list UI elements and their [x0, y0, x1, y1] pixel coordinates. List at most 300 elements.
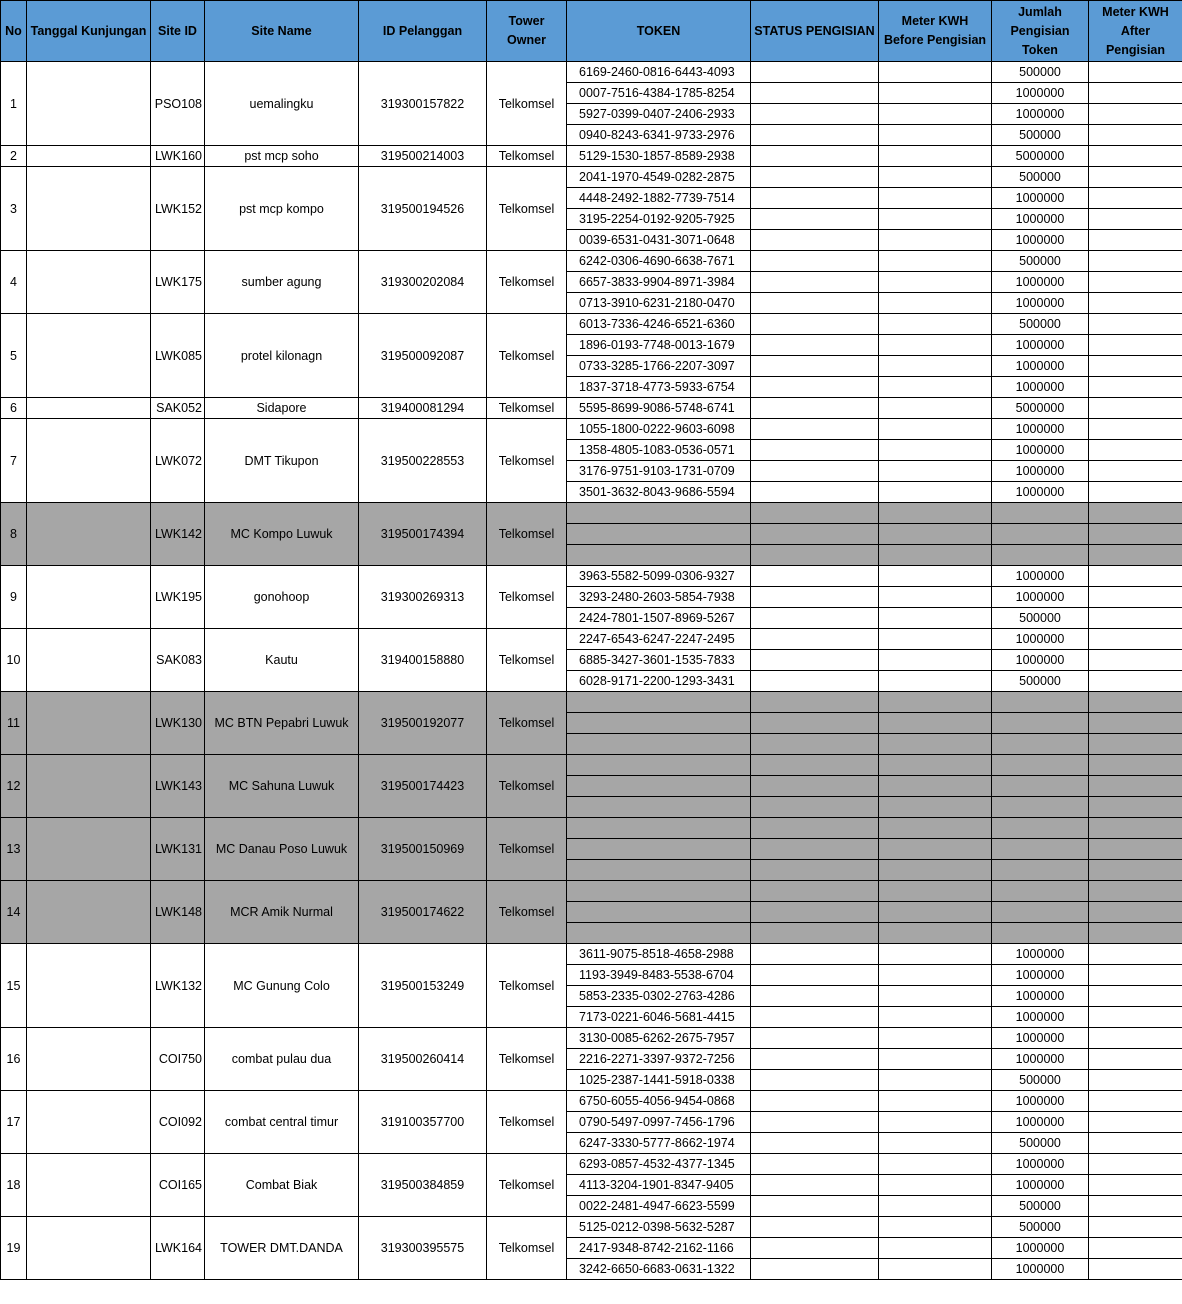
jumlah-pengisian-cell: 500000	[992, 671, 1089, 692]
jumlah-pengisian-cell: 1000000	[992, 650, 1089, 671]
id-pelanggan-cell: 319500174622	[359, 881, 487, 944]
jumlah-pengisian-cell: 500000	[992, 125, 1089, 146]
token-cell: 6247-3330-5777-8662-1974	[567, 1133, 751, 1154]
status-pengisian-cell	[751, 314, 879, 335]
meter-before-cell	[879, 251, 992, 272]
jumlah-pengisian-cell: 1000000	[992, 377, 1089, 398]
meter-after-cell	[1089, 902, 1182, 923]
jumlah-pengisian-cell	[992, 860, 1089, 881]
status-pengisian-cell	[751, 797, 879, 818]
meter-after-cell	[1089, 713, 1182, 734]
meter-after-cell	[1089, 734, 1182, 755]
site-name-cell: TOWER DMT.DANDA	[205, 1217, 359, 1280]
jumlah-pengisian-cell: 1000000	[992, 1112, 1089, 1133]
meter-after-cell	[1089, 251, 1182, 272]
jumlah-pengisian-cell: 1000000	[992, 1259, 1089, 1280]
meter-after-cell	[1089, 1154, 1182, 1175]
meter-after-cell	[1089, 419, 1182, 440]
token-cell: 2041-1970-4549-0282-2875	[567, 167, 751, 188]
table-row	[1, 398, 1182, 419]
site-name-cell: sumber agung	[205, 251, 359, 314]
status-pengisian-cell	[751, 524, 879, 545]
status-pengisian-cell	[751, 272, 879, 293]
tower-owner-cell: Telkomsel	[487, 251, 567, 314]
jumlah-pengisian-cell	[992, 713, 1089, 734]
meter-after-cell	[1089, 818, 1182, 839]
jumlah-pengisian-cell: 500000	[992, 251, 1089, 272]
meter-after-cell	[1089, 356, 1182, 377]
jumlah-pengisian-cell: 1000000	[992, 1049, 1089, 1070]
status-pengisian-cell	[751, 83, 879, 104]
status-pengisian-cell	[751, 1112, 879, 1133]
token-cell	[567, 503, 751, 524]
table-row	[1, 1091, 1182, 1112]
site-id-cell: SAK052	[151, 398, 205, 419]
jumlah-pengisian-cell: 1000000	[992, 482, 1089, 503]
site-name-cell: MC BTN Pepabri Luwuk	[205, 692, 359, 755]
meter-after-cell	[1089, 566, 1182, 587]
jumlah-pengisian-cell: 1000000	[992, 1028, 1089, 1049]
token-cell	[567, 902, 751, 923]
status-pengisian-cell	[751, 692, 879, 713]
id-pelanggan-cell: 319500260414	[359, 1028, 487, 1091]
jumlah-pengisian-cell: 5000000	[992, 146, 1089, 167]
tanggal-kunjungan-cell	[27, 167, 151, 251]
meter-after-cell	[1089, 83, 1182, 104]
meter-before-cell	[879, 1154, 992, 1175]
token-cell: 1896-0193-7748-0013-1679	[567, 335, 751, 356]
id-pelanggan-cell: 319500150969	[359, 818, 487, 881]
status-pengisian-cell	[751, 587, 879, 608]
site-id-cell: LWK152	[151, 167, 205, 251]
jumlah-pengisian-cell	[992, 923, 1089, 944]
site-id-cell: SAK083	[151, 629, 205, 692]
site-id-cell: LWK132	[151, 944, 205, 1028]
tanggal-kunjungan-cell	[27, 1091, 151, 1154]
row-no: 7	[1, 419, 27, 503]
meter-before-cell	[879, 314, 992, 335]
status-pengisian-cell	[751, 860, 879, 881]
meter-before-cell	[879, 1238, 992, 1259]
jumlah-pengisian-cell: 1000000	[992, 629, 1089, 650]
meter-after-cell	[1089, 398, 1182, 419]
tower-owner-cell: Telkomsel	[487, 1217, 567, 1280]
meter-after-cell	[1089, 440, 1182, 461]
meter-before-cell	[879, 1259, 992, 1280]
site-id-cell: LWK131	[151, 818, 205, 881]
meter-after-cell	[1089, 839, 1182, 860]
token-cell: 6293-0857-4532-4377-1345	[567, 1154, 751, 1175]
meter-after-cell	[1089, 965, 1182, 986]
jumlah-pengisian-cell: 1000000	[992, 461, 1089, 482]
site-id-cell: LWK164	[151, 1217, 205, 1280]
token-cell	[567, 860, 751, 881]
meter-before-cell	[879, 503, 992, 524]
token-cell	[567, 755, 751, 776]
meter-before-cell	[879, 755, 992, 776]
token-cell: 0022-2481-4947-6623-5599	[567, 1196, 751, 1217]
status-pengisian-cell	[751, 965, 879, 986]
jumlah-pengisian-cell	[992, 692, 1089, 713]
tanggal-kunjungan-cell	[27, 881, 151, 944]
site-id-cell: LWK195	[151, 566, 205, 629]
header-meter-after: Meter KWH After Pengisian	[1089, 1, 1182, 62]
meter-after-cell	[1089, 209, 1182, 230]
token-cell: 1358-4805-1083-0536-0571	[567, 440, 751, 461]
site-name-cell: MC Sahuna Luwuk	[205, 755, 359, 818]
token-cell	[567, 881, 751, 902]
site-id-cell: LWK148	[151, 881, 205, 944]
id-pelanggan-cell: 319500174423	[359, 755, 487, 818]
header-tanggal-kunjungan: Tanggal Kunjungan	[27, 1, 151, 62]
id-pelanggan-cell: 319500194526	[359, 167, 487, 251]
token-cell: 3293-2480-2603-5854-7938	[567, 587, 751, 608]
site-name-cell: gonohoop	[205, 566, 359, 629]
jumlah-pengisian-cell	[992, 755, 1089, 776]
token-cell: 3501-3632-8043-9686-5594	[567, 482, 751, 503]
header-jumlah-pengisian: Jumlah Pengisian Token	[992, 1, 1089, 62]
status-pengisian-cell	[751, 440, 879, 461]
status-pengisian-cell	[751, 104, 879, 125]
site-name-cell: pst mcp soho	[205, 146, 359, 167]
meter-after-cell	[1089, 1091, 1182, 1112]
row-no: 18	[1, 1154, 27, 1217]
jumlah-pengisian-cell: 1000000	[992, 1007, 1089, 1028]
meter-before-cell	[879, 104, 992, 125]
token-cell: 5595-8699-9086-5748-6741	[567, 398, 751, 419]
token-cell: 6013-7336-4246-6521-6360	[567, 314, 751, 335]
table-row	[1, 629, 1182, 650]
meter-before-cell	[879, 944, 992, 965]
header-site-name: Site Name	[205, 1, 359, 62]
token-cell: 0007-7516-4384-1785-8254	[567, 83, 751, 104]
jumlah-pengisian-cell	[992, 902, 1089, 923]
tanggal-kunjungan-cell	[27, 503, 151, 566]
tanggal-kunjungan-cell	[27, 62, 151, 146]
tanggal-kunjungan-cell	[27, 755, 151, 818]
status-pengisian-cell	[751, 1238, 879, 1259]
meter-after-cell	[1089, 167, 1182, 188]
token-cell: 5129-1530-1857-8589-2938	[567, 146, 751, 167]
token-cell: 7173-0221-6046-5681-4415	[567, 1007, 751, 1028]
meter-after-cell	[1089, 482, 1182, 503]
row-no: 14	[1, 881, 27, 944]
tanggal-kunjungan-cell	[27, 1154, 151, 1217]
token-cell: 0733-3285-1766-2207-3097	[567, 356, 751, 377]
table-row	[1, 566, 1182, 587]
table-body	[1, 62, 1182, 1280]
jumlah-pengisian-cell	[992, 503, 1089, 524]
meter-after-cell	[1089, 797, 1182, 818]
token-cell: 3963-5582-5099-0306-9327	[567, 566, 751, 587]
meter-before-cell	[879, 986, 992, 1007]
meter-before-cell	[879, 734, 992, 755]
meter-before-cell	[879, 482, 992, 503]
jumlah-pengisian-cell: 1000000	[992, 188, 1089, 209]
meter-after-cell	[1089, 524, 1182, 545]
tower-owner-cell: Telkomsel	[487, 419, 567, 503]
meter-after-cell	[1089, 125, 1182, 146]
token-cell: 6028-9171-2200-1293-3431	[567, 671, 751, 692]
site-id-cell: LWK175	[151, 251, 205, 314]
id-pelanggan-cell: 319500092087	[359, 314, 487, 398]
site-name-cell: Sidapore	[205, 398, 359, 419]
status-pengisian-cell	[751, 62, 879, 83]
jumlah-pengisian-cell: 1000000	[992, 1091, 1089, 1112]
tanggal-kunjungan-cell	[27, 419, 151, 503]
site-name-cell: pst mcp kompo	[205, 167, 359, 251]
status-pengisian-cell	[751, 671, 879, 692]
table-row	[1, 1154, 1182, 1175]
site-name-cell: MCR Amik Nurmal	[205, 881, 359, 944]
meter-before-cell	[879, 1196, 992, 1217]
meter-before-cell	[879, 776, 992, 797]
status-pengisian-cell	[751, 839, 879, 860]
status-pengisian-cell	[751, 356, 879, 377]
status-pengisian-cell	[751, 1049, 879, 1070]
status-pengisian-cell	[751, 146, 879, 167]
token-cell	[567, 692, 751, 713]
header-site-id: Site ID	[151, 1, 205, 62]
jumlah-pengisian-cell: 1000000	[992, 965, 1089, 986]
meter-after-cell	[1089, 1259, 1182, 1280]
meter-after-cell	[1089, 1133, 1182, 1154]
meter-after-cell	[1089, 335, 1182, 356]
jumlah-pengisian-cell: 1000000	[992, 272, 1089, 293]
jumlah-pengisian-cell: 1000000	[992, 104, 1089, 125]
status-pengisian-cell	[751, 1070, 879, 1091]
status-pengisian-cell	[751, 419, 879, 440]
meter-before-cell	[879, 650, 992, 671]
status-pengisian-cell	[751, 734, 879, 755]
status-pengisian-cell	[751, 545, 879, 566]
tower-owner-cell: Telkomsel	[487, 944, 567, 1028]
site-name-cell: MC Danau Poso Luwuk	[205, 818, 359, 881]
token-cell: 5927-0399-0407-2406-2933	[567, 104, 751, 125]
meter-before-cell	[879, 608, 992, 629]
meter-before-cell	[879, 692, 992, 713]
site-id-cell: LWK072	[151, 419, 205, 503]
token-cell: 6657-3833-9904-8971-3984	[567, 272, 751, 293]
token-cell: 3195-2254-0192-9205-7925	[567, 209, 751, 230]
token-cell: 4113-3204-1901-8347-9405	[567, 1175, 751, 1196]
jumlah-pengisian-cell: 1000000	[992, 1175, 1089, 1196]
table-row	[1, 755, 1182, 776]
jumlah-pengisian-cell: 1000000	[992, 83, 1089, 104]
table-row	[1, 944, 1182, 965]
meter-before-cell	[879, 797, 992, 818]
meter-before-cell	[879, 629, 992, 650]
site-name-cell: combat pulau dua	[205, 1028, 359, 1091]
token-cell: 6750-6055-4056-9454-0868	[567, 1091, 751, 1112]
meter-before-cell	[879, 146, 992, 167]
jumlah-pengisian-cell: 1000000	[992, 1154, 1089, 1175]
token-cell	[567, 545, 751, 566]
meter-before-cell	[879, 62, 992, 83]
jumlah-pengisian-cell: 500000	[992, 608, 1089, 629]
token-cell: 4448-2492-1882-7739-7514	[567, 188, 751, 209]
meter-after-cell	[1089, 650, 1182, 671]
jumlah-pengisian-cell	[992, 881, 1089, 902]
row-no: 6	[1, 398, 27, 419]
site-id-cell: LWK085	[151, 314, 205, 398]
meter-after-cell	[1089, 881, 1182, 902]
table-row	[1, 314, 1182, 335]
site-name-cell: uemalingku	[205, 62, 359, 146]
token-cell: 0790-5497-0997-7456-1796	[567, 1112, 751, 1133]
meter-before-cell	[879, 272, 992, 293]
meter-after-cell	[1089, 1049, 1182, 1070]
meter-after-cell	[1089, 314, 1182, 335]
meter-after-cell	[1089, 629, 1182, 650]
site-id-cell: LWK142	[151, 503, 205, 566]
token-cell: 6885-3427-3601-1535-7833	[567, 650, 751, 671]
site-name-cell: combat central timur	[205, 1091, 359, 1154]
meter-before-cell	[879, 587, 992, 608]
id-pelanggan-cell: 319500153249	[359, 944, 487, 1028]
id-pelanggan-cell: 319400158880	[359, 629, 487, 692]
jumlah-pengisian-cell: 500000	[992, 1133, 1089, 1154]
header-id-pelanggan: ID Pelanggan	[359, 1, 487, 62]
jumlah-pengisian-cell: 1000000	[992, 944, 1089, 965]
table-row	[1, 692, 1182, 713]
row-no: 15	[1, 944, 27, 1028]
status-pengisian-cell	[751, 1175, 879, 1196]
token-cell	[567, 713, 751, 734]
status-pengisian-cell	[751, 398, 879, 419]
meter-after-cell	[1089, 1196, 1182, 1217]
meter-before-cell	[879, 881, 992, 902]
token-cell: 2247-6543-6247-2247-2495	[567, 629, 751, 650]
meter-before-cell	[879, 356, 992, 377]
id-pelanggan-cell: 319300395575	[359, 1217, 487, 1280]
token-cell: 3130-0085-6262-2675-7957	[567, 1028, 751, 1049]
status-pengisian-cell	[751, 818, 879, 839]
tower-owner-cell: Telkomsel	[487, 818, 567, 881]
status-pengisian-cell	[751, 776, 879, 797]
meter-before-cell	[879, 1007, 992, 1028]
jumlah-pengisian-cell: 1000000	[992, 230, 1089, 251]
meter-after-cell	[1089, 944, 1182, 965]
token-cell: 0713-3910-6231-2180-0470	[567, 293, 751, 314]
row-no: 4	[1, 251, 27, 314]
tower-owner-cell: Telkomsel	[487, 566, 567, 629]
row-no: 2	[1, 146, 27, 167]
tower-owner-cell: Telkomsel	[487, 1091, 567, 1154]
status-pengisian-cell	[751, 125, 879, 146]
jumlah-pengisian-cell: 1000000	[992, 356, 1089, 377]
token-cell: 6242-0306-4690-6638-7671	[567, 251, 751, 272]
token-cell: 0039-6531-0431-3071-0648	[567, 230, 751, 251]
status-pengisian-cell	[751, 188, 879, 209]
meter-after-cell	[1089, 146, 1182, 167]
site-name-cell: Combat Biak	[205, 1154, 359, 1217]
token-cell: 0940-8243-6341-9733-2976	[567, 125, 751, 146]
meter-before-cell	[879, 566, 992, 587]
status-pengisian-cell	[751, 1259, 879, 1280]
table-row	[1, 1217, 1182, 1238]
jumlah-pengisian-cell	[992, 545, 1089, 566]
meter-after-cell	[1089, 1070, 1182, 1091]
id-pelanggan-cell: 319300269313	[359, 566, 487, 629]
meter-after-cell	[1089, 545, 1182, 566]
jumlah-pengisian-cell: 1000000	[992, 440, 1089, 461]
token-cell	[567, 776, 751, 797]
token-cell: 5853-2335-0302-2763-4286	[567, 986, 751, 1007]
tanggal-kunjungan-cell	[27, 692, 151, 755]
id-pelanggan-cell: 319400081294	[359, 398, 487, 419]
id-pelanggan-cell: 319300157822	[359, 62, 487, 146]
meter-after-cell	[1089, 776, 1182, 797]
table-row	[1, 146, 1182, 167]
meter-before-cell	[879, 1049, 992, 1070]
meter-before-cell	[879, 398, 992, 419]
meter-before-cell	[879, 1112, 992, 1133]
meter-after-cell	[1089, 1007, 1182, 1028]
status-pengisian-cell	[751, 1028, 879, 1049]
meter-before-cell	[879, 440, 992, 461]
meter-after-cell	[1089, 272, 1182, 293]
row-no: 5	[1, 314, 27, 398]
token-cell: 1025-2387-1441-5918-0338	[567, 1070, 751, 1091]
site-id-cell: LWK143	[151, 755, 205, 818]
header-row	[1, 1, 1182, 62]
table-header	[1, 1, 1182, 62]
meter-after-cell	[1089, 230, 1182, 251]
tower-owner-cell: Telkomsel	[487, 167, 567, 251]
status-pengisian-cell	[751, 503, 879, 524]
table-row	[1, 62, 1182, 83]
meter-before-cell	[879, 1070, 992, 1091]
site-id-cell: COI750	[151, 1028, 205, 1091]
jumlah-pengisian-cell: 1000000	[992, 986, 1089, 1007]
meter-before-cell	[879, 902, 992, 923]
meter-after-cell	[1089, 608, 1182, 629]
tower-owner-cell: Telkomsel	[487, 1028, 567, 1091]
tanggal-kunjungan-cell	[27, 398, 151, 419]
jumlah-pengisian-cell	[992, 797, 1089, 818]
jumlah-pengisian-cell: 500000	[992, 314, 1089, 335]
site-id-cell: LWK130	[151, 692, 205, 755]
row-no: 11	[1, 692, 27, 755]
meter-after-cell	[1089, 923, 1182, 944]
meter-before-cell	[879, 1133, 992, 1154]
site-name-cell: protel kilonagn	[205, 314, 359, 398]
row-no: 19	[1, 1217, 27, 1280]
meter-before-cell	[879, 1175, 992, 1196]
status-pengisian-cell	[751, 377, 879, 398]
token-cell: 3242-6650-6683-0631-1322	[567, 1259, 751, 1280]
tanggal-kunjungan-cell	[27, 1028, 151, 1091]
row-no: 12	[1, 755, 27, 818]
table-row	[1, 503, 1182, 524]
jumlah-pengisian-cell: 500000	[992, 1217, 1089, 1238]
site-name-cell: Kautu	[205, 629, 359, 692]
meter-before-cell	[879, 860, 992, 881]
table-row	[1, 1028, 1182, 1049]
id-pelanggan-cell: 319500228553	[359, 419, 487, 503]
meter-before-cell	[879, 1217, 992, 1238]
tanggal-kunjungan-cell	[27, 314, 151, 398]
status-pengisian-cell	[751, 608, 879, 629]
meter-before-cell	[879, 923, 992, 944]
token-cell: 2417-9348-8742-2162-1166	[567, 1238, 751, 1259]
meter-after-cell	[1089, 587, 1182, 608]
jumlah-pengisian-cell: 500000	[992, 167, 1089, 188]
status-pengisian-cell	[751, 1133, 879, 1154]
status-pengisian-cell	[751, 167, 879, 188]
meter-after-cell	[1089, 1217, 1182, 1238]
